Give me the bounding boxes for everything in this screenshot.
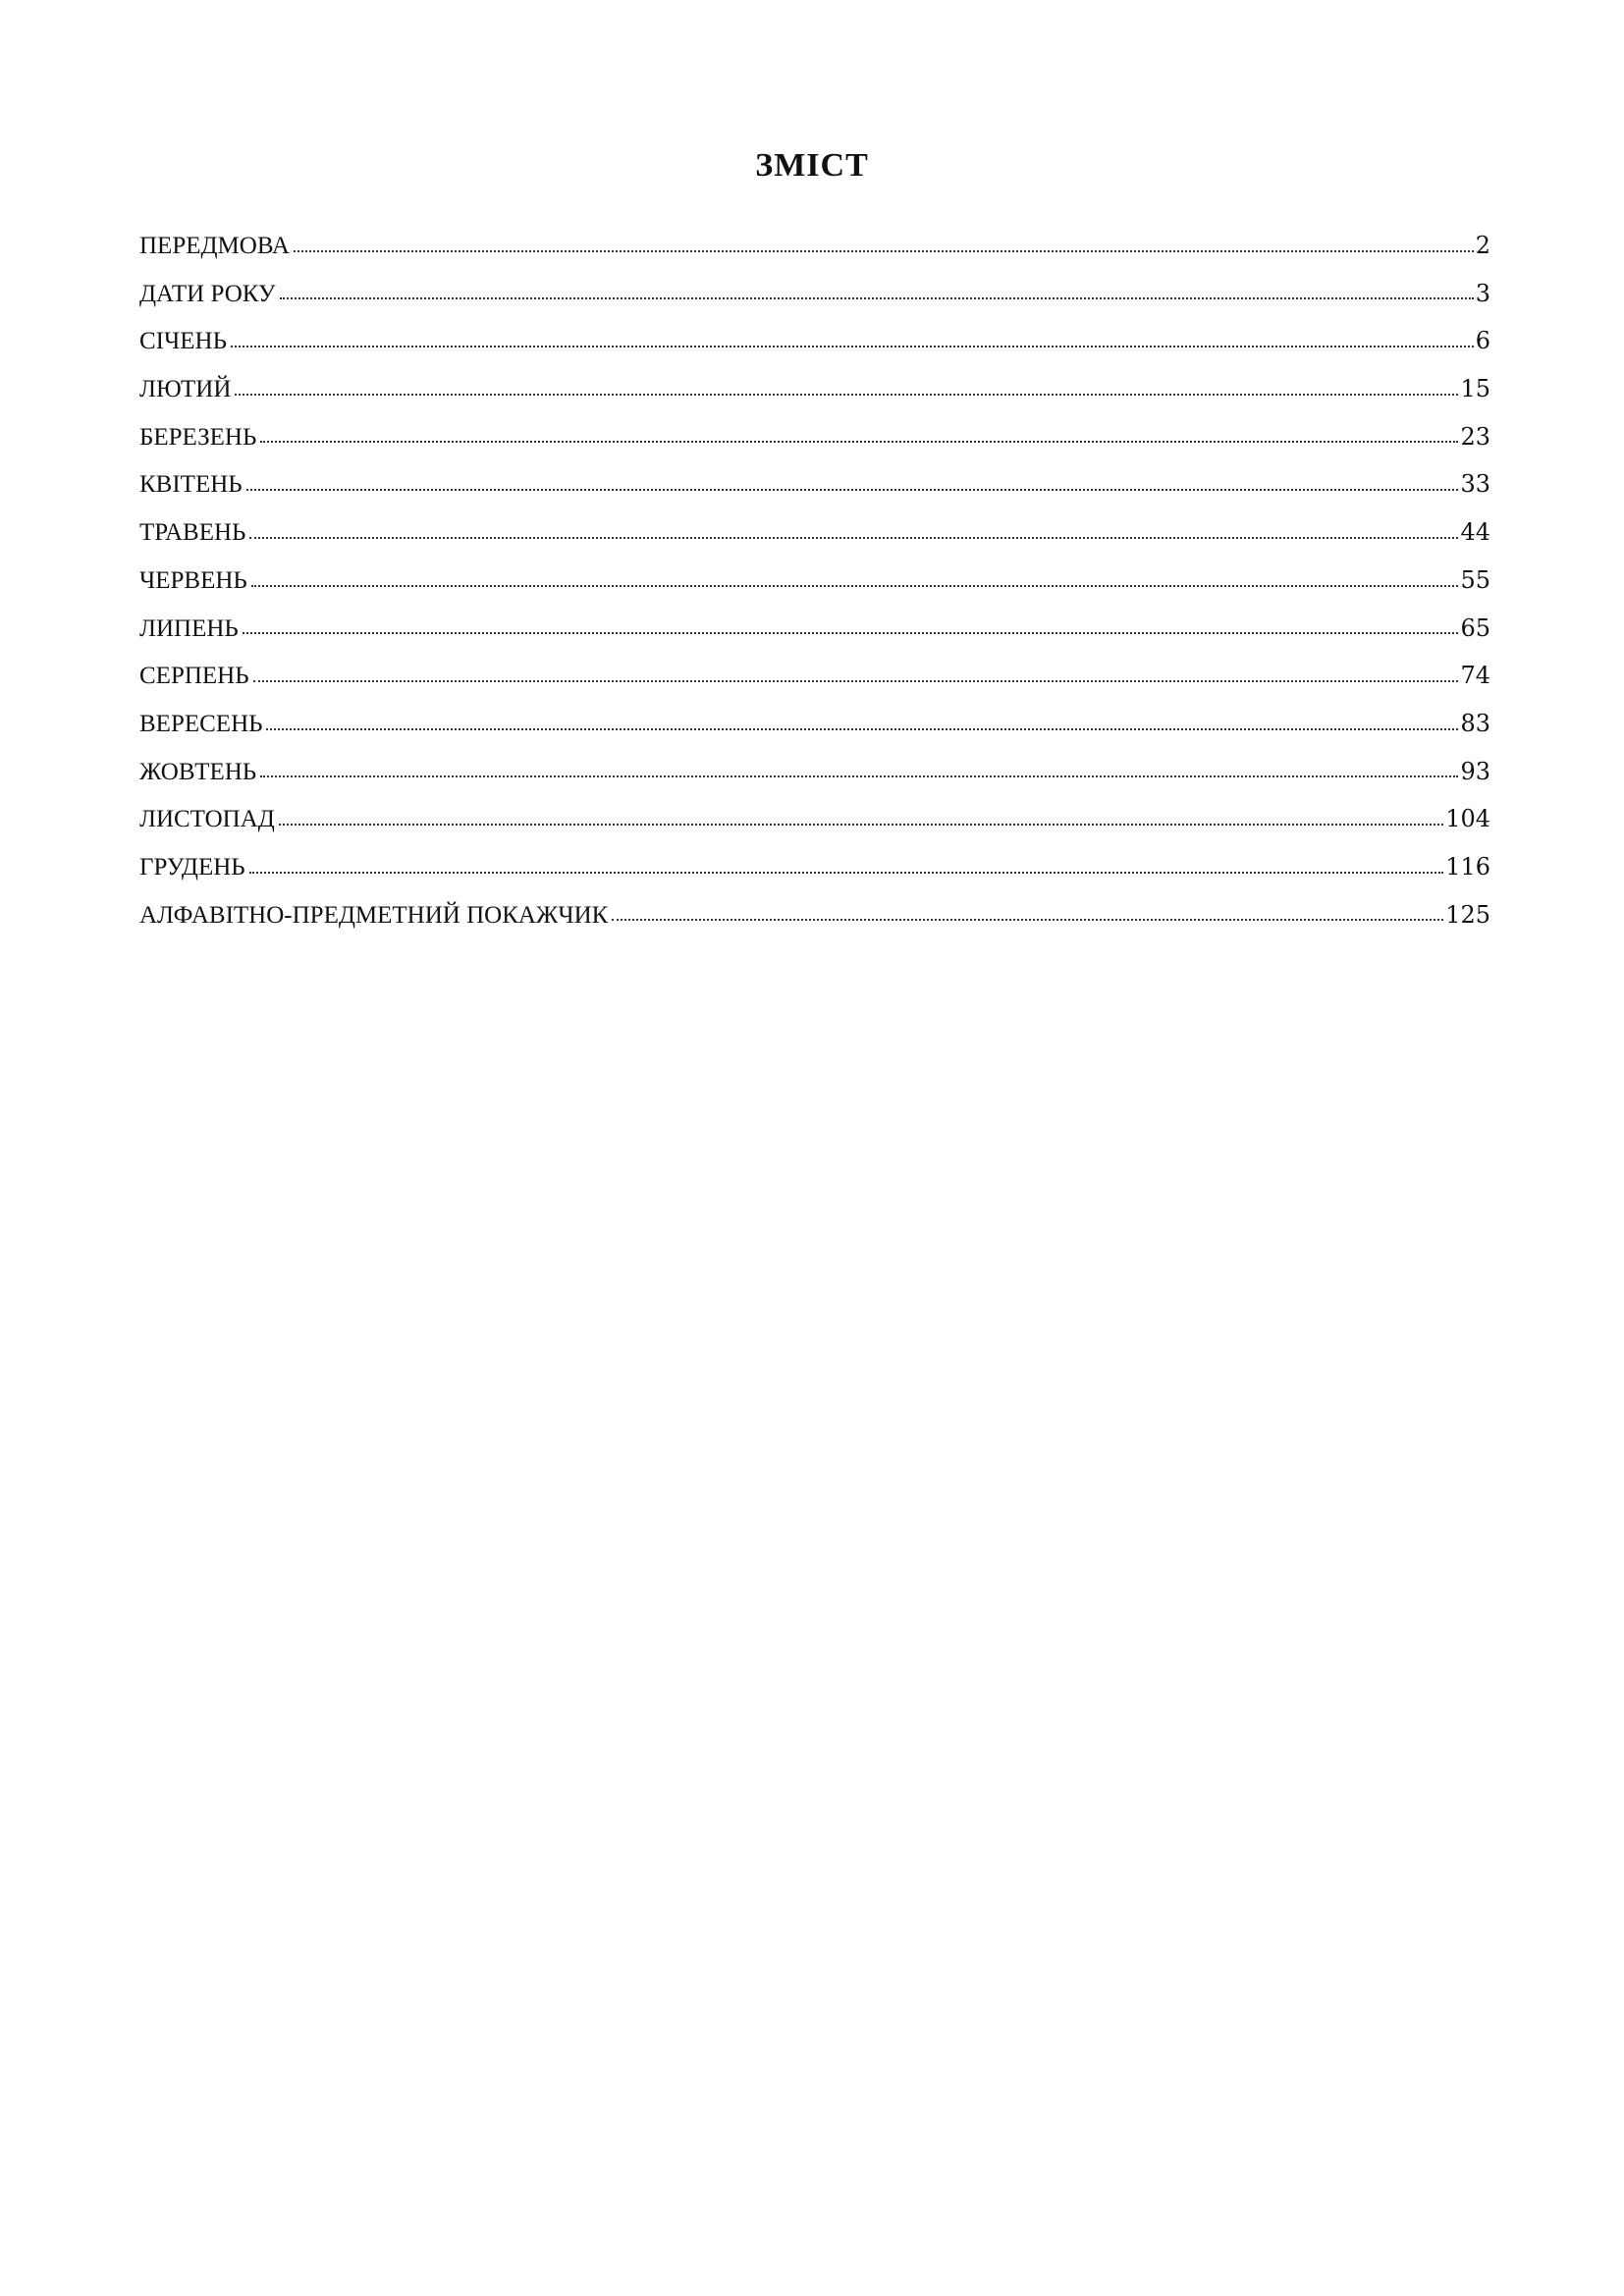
toc-entry-label: ТРАВЕНЬ: [139, 519, 246, 547]
dot-leader: [294, 250, 1474, 252]
toc-entry-september[interactable]: [139, 700, 1490, 748]
toc-entry-page-number: 44: [1460, 518, 1490, 547]
dot-leader: [231, 346, 1474, 347]
toc-entry-page-number: 65: [1460, 614, 1490, 642]
toc-entry-february[interactable]: [139, 365, 1490, 413]
toc-entry-page-number: 74: [1460, 662, 1490, 690]
dot-leader: [235, 394, 1458, 396]
toc-entry-label: СІЧЕНЬ: [139, 328, 227, 355]
toc-entry-label: ЖОВТЕНЬ: [139, 758, 257, 785]
dot-leader: [246, 489, 1459, 491]
toc-entry-preface[interactable]: [139, 222, 1490, 270]
dot-leader: [266, 728, 1458, 730]
toc-entry-page-number: 104: [1445, 805, 1490, 833]
dot-leader: [243, 632, 1459, 634]
toc-title: ЗМІСТ: [755, 147, 869, 184]
toc-entry-july[interactable]: [139, 605, 1490, 653]
dot-leader: [260, 775, 1458, 777]
toc-entry-page-number: 33: [1460, 470, 1490, 499]
toc-entry-page-number: 2: [1475, 232, 1490, 259]
toc-entry-page-number: 15: [1460, 375, 1490, 403]
dot-leader: [279, 824, 1443, 826]
toc-entry-page-number: 6: [1475, 327, 1490, 355]
dot-leader: [280, 297, 1474, 299]
toc-entry-page-number: 55: [1460, 565, 1490, 594]
toc-entry-label: БЕРЕЗЕНЬ: [139, 423, 257, 451]
toc-entry-label: ДАТИ РОКУ: [139, 280, 276, 307]
toc-entry-page-number: 83: [1460, 709, 1490, 737]
toc-entry-page-number: 125: [1445, 900, 1490, 929]
dot-leader: [253, 680, 1459, 682]
toc-entry-april[interactable]: [139, 460, 1490, 508]
toc-entry-label: ГРУДЕНЬ: [139, 853, 245, 881]
toc-entry-august[interactable]: [139, 652, 1490, 700]
toc-entry-june[interactable]: [139, 557, 1490, 605]
toc-entry-page-number: 3: [1475, 279, 1490, 307]
toc-entry-october[interactable]: [139, 748, 1490, 796]
toc-entry-page-number: 23: [1460, 422, 1490, 451]
toc-entry-subject-index[interactable]: [139, 891, 1490, 939]
toc-entry-label: СЕРПЕНЬ: [139, 663, 249, 690]
toc-entry-label: ЧЕРВЕНЬ: [139, 566, 247, 594]
dot-leader: [612, 919, 1443, 921]
dot-leader: [249, 872, 1444, 874]
toc-entry-december[interactable]: [139, 843, 1490, 891]
toc-entry-label: ВЕРЕСЕНЬ: [139, 710, 263, 737]
dot-leader: [249, 537, 1458, 539]
toc-entry-march[interactable]: [139, 413, 1490, 461]
dot-leader: [260, 441, 1458, 443]
toc-entry-page-number: 93: [1460, 757, 1490, 785]
toc-entry-label: ЛИСТОПАД: [139, 806, 275, 833]
table-of-contents: [139, 222, 1490, 938]
toc-entry-label: АЛФАВІТНО-ПРЕДМЕТНИЙ ПОКАЖЧИК: [139, 901, 609, 929]
toc-entry-page-number: 116: [1445, 852, 1490, 881]
dot-leader: [251, 585, 1459, 587]
toc-entry-label: КВІТЕНЬ: [139, 471, 243, 499]
toc-entry-january[interactable]: [139, 317, 1490, 365]
toc-entry-label: ЛИПЕНЬ: [139, 614, 239, 642]
toc-entry-dates-of-year[interactable]: [139, 270, 1490, 318]
toc-entry-label: ЛЮТИЙ: [139, 376, 232, 403]
toc-entry-label: ПЕРЕДМОВА: [139, 233, 290, 259]
toc-entry-may[interactable]: [139, 508, 1490, 557]
toc-entry-november[interactable]: [139, 795, 1490, 843]
